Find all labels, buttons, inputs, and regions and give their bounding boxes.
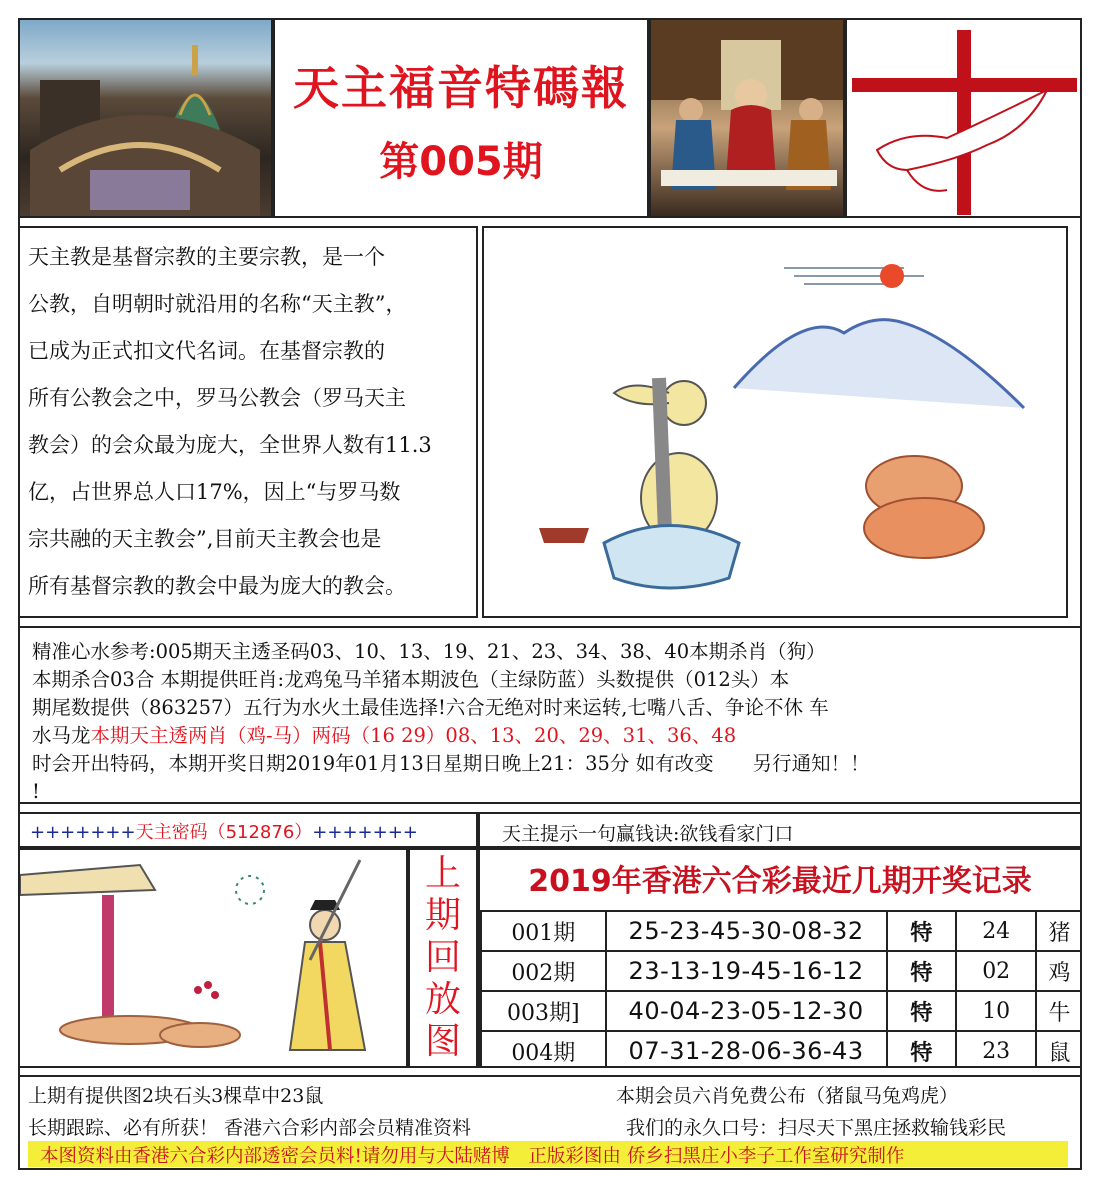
hint-text: 天主提示一句赢钱诀:欲钱看家门口 (502, 823, 794, 845)
forecast-notice (18, 626, 1082, 804)
records-title: 2019年香港六合彩最近几期开奖记录 (528, 864, 1032, 899)
special-number-cell: 10 (956, 991, 1036, 1031)
replay-char: 期 (424, 895, 461, 936)
page-title: 天主福音特碼報 (293, 61, 629, 115)
last-issue-replay-label (408, 848, 478, 1068)
last-issue-hint: 上期有提供图2块石头3棵草中23鼠 (28, 1085, 324, 1107)
period-cell: 003期] (481, 991, 606, 1031)
intro-line: 所有基督宗教的教会中最为庞大的教会。 (28, 574, 406, 598)
footer-panel (18, 1075, 1082, 1170)
special-label-cell: 特 (887, 911, 957, 951)
rabbit-pounding-mortar-icon (484, 228, 1066, 616)
special-label-cell: 特 (887, 991, 957, 1031)
scholar-with-sword-icon (20, 850, 406, 1066)
draw-records-table (480, 910, 1082, 1068)
replay-char: 放 (424, 979, 461, 1020)
disclaimer-banner: 本图资料由香港六合彩内部透密会员料!请勿用与大陆赌博 正版彩图由 侨乡扫黑庄小李子工作室研究制作 (28, 1141, 1068, 1167)
notice-text: 水马龙 (32, 724, 91, 747)
table-row (481, 1031, 1082, 1068)
replay-char: 上 (424, 853, 461, 894)
notice-line: 本期杀合03合 本期提供旺肖:龙鸡兔马羊猪本期波色（主绿防蓝）头数提供（012头）本 (32, 668, 790, 691)
notice-highlight: 本期天主透两肖（鸡-马）两码（16 29）08、13、20、29、31、36、48 (90, 724, 737, 747)
replay-char: 回 (424, 937, 461, 978)
code-prefix: +++++++ (30, 822, 136, 843)
code-suffix: +++++++ (312, 822, 418, 843)
special-label-cell: 特 (887, 951, 957, 991)
hint-bar (478, 812, 1082, 848)
table-row (481, 951, 1082, 991)
special-number-cell: 24 (956, 911, 1036, 951)
numbers-cell: 07-31-28-06-36-43 (606, 1031, 887, 1068)
special-number-cell: 23 (956, 1031, 1036, 1068)
last-supper-icon (651, 20, 845, 218)
notice-line: 精准心水参考:005期天主透圣码03、10、13、19、21、23、34、38、40本期杀肖（狗） (32, 640, 826, 663)
notice-line: 时会开出特码，本期开奖日期2019年01月13日星期日晚上21：35分 如有改变 另行通知！！ (32, 752, 870, 775)
zodiac-cell: 牛 (1036, 991, 1082, 1031)
notice-line (32, 722, 1068, 750)
intro-line: 已成为正式扣文代名词。在基督宗教的 (28, 339, 385, 363)
intro-line: 教会）的会众最为庞大，全世界人数有11.3 (28, 433, 432, 457)
table-row (481, 991, 1082, 1031)
notice-line: ! (32, 780, 40, 803)
cross-dove-panel (845, 18, 1082, 218)
replay-char: 图 (424, 1021, 461, 1062)
numbers-cell: 25-23-45-30-08-32 (606, 911, 887, 951)
period-cell: 002期 (481, 951, 606, 991)
notice-line: 期尾数提供（863257）五行为水火土最佳选择!六合无绝对时来运转,七嘴八舌、争论不休 车 (32, 696, 829, 719)
title-panel (273, 18, 649, 218)
numbers-cell: 40-04-23-05-12-30 (606, 991, 887, 1031)
intro-line: 天主教是基督宗教的主要宗教，是一个 (28, 245, 385, 269)
issue-number: 第005期 (379, 139, 543, 185)
period-cell: 004期 (481, 1031, 606, 1068)
religious-painting (649, 18, 845, 218)
intro-line: 公教，自明朝时就沿用的名称“天主教”， (28, 292, 407, 316)
zodiac-cell: 猪 (1036, 911, 1082, 951)
member-zodiac-notice: 本期会员六肖免费公布（猪鼠马兔鸡虎） (616, 1085, 959, 1107)
draw-records-panel (478, 848, 1082, 1068)
slogan-left: 长期跟踪、必有所获！ 香港六合彩内部会员精准资料 (28, 1117, 472, 1139)
period-cell: 001期 (481, 911, 606, 951)
table-row (481, 911, 1082, 951)
intro-line: 亿，占世界总人口17%，因上“与罗马数 (28, 480, 401, 504)
rabbit-sketch (482, 226, 1068, 618)
special-number-cell: 02 (956, 951, 1036, 991)
numbers-cell: 23-13-19-45-16-12 (606, 951, 887, 991)
cathedral-photo (18, 18, 273, 218)
intro-text-panel (18, 226, 478, 618)
cathedral-dome-icon (20, 20, 273, 218)
secret-code-bar (18, 812, 478, 848)
slogan-right: 我们的永久口号：扫尽天下黑庄拯救输钱彩民 (626, 1117, 1007, 1139)
scholar-sketch (18, 848, 408, 1068)
intro-line: 宗共融的天主教会”,目前天主教会也是 (28, 527, 382, 551)
zodiac-cell: 鼠 (1036, 1031, 1082, 1068)
special-label-cell: 特 (887, 1031, 957, 1068)
intro-line: 所有公教会之中，罗马公教会（罗马天主 (28, 386, 406, 410)
zodiac-cell: 鸡 (1036, 951, 1082, 991)
secret-code: 天主密码（512876） (135, 822, 313, 843)
red-cross-dove-icon (847, 20, 1082, 218)
